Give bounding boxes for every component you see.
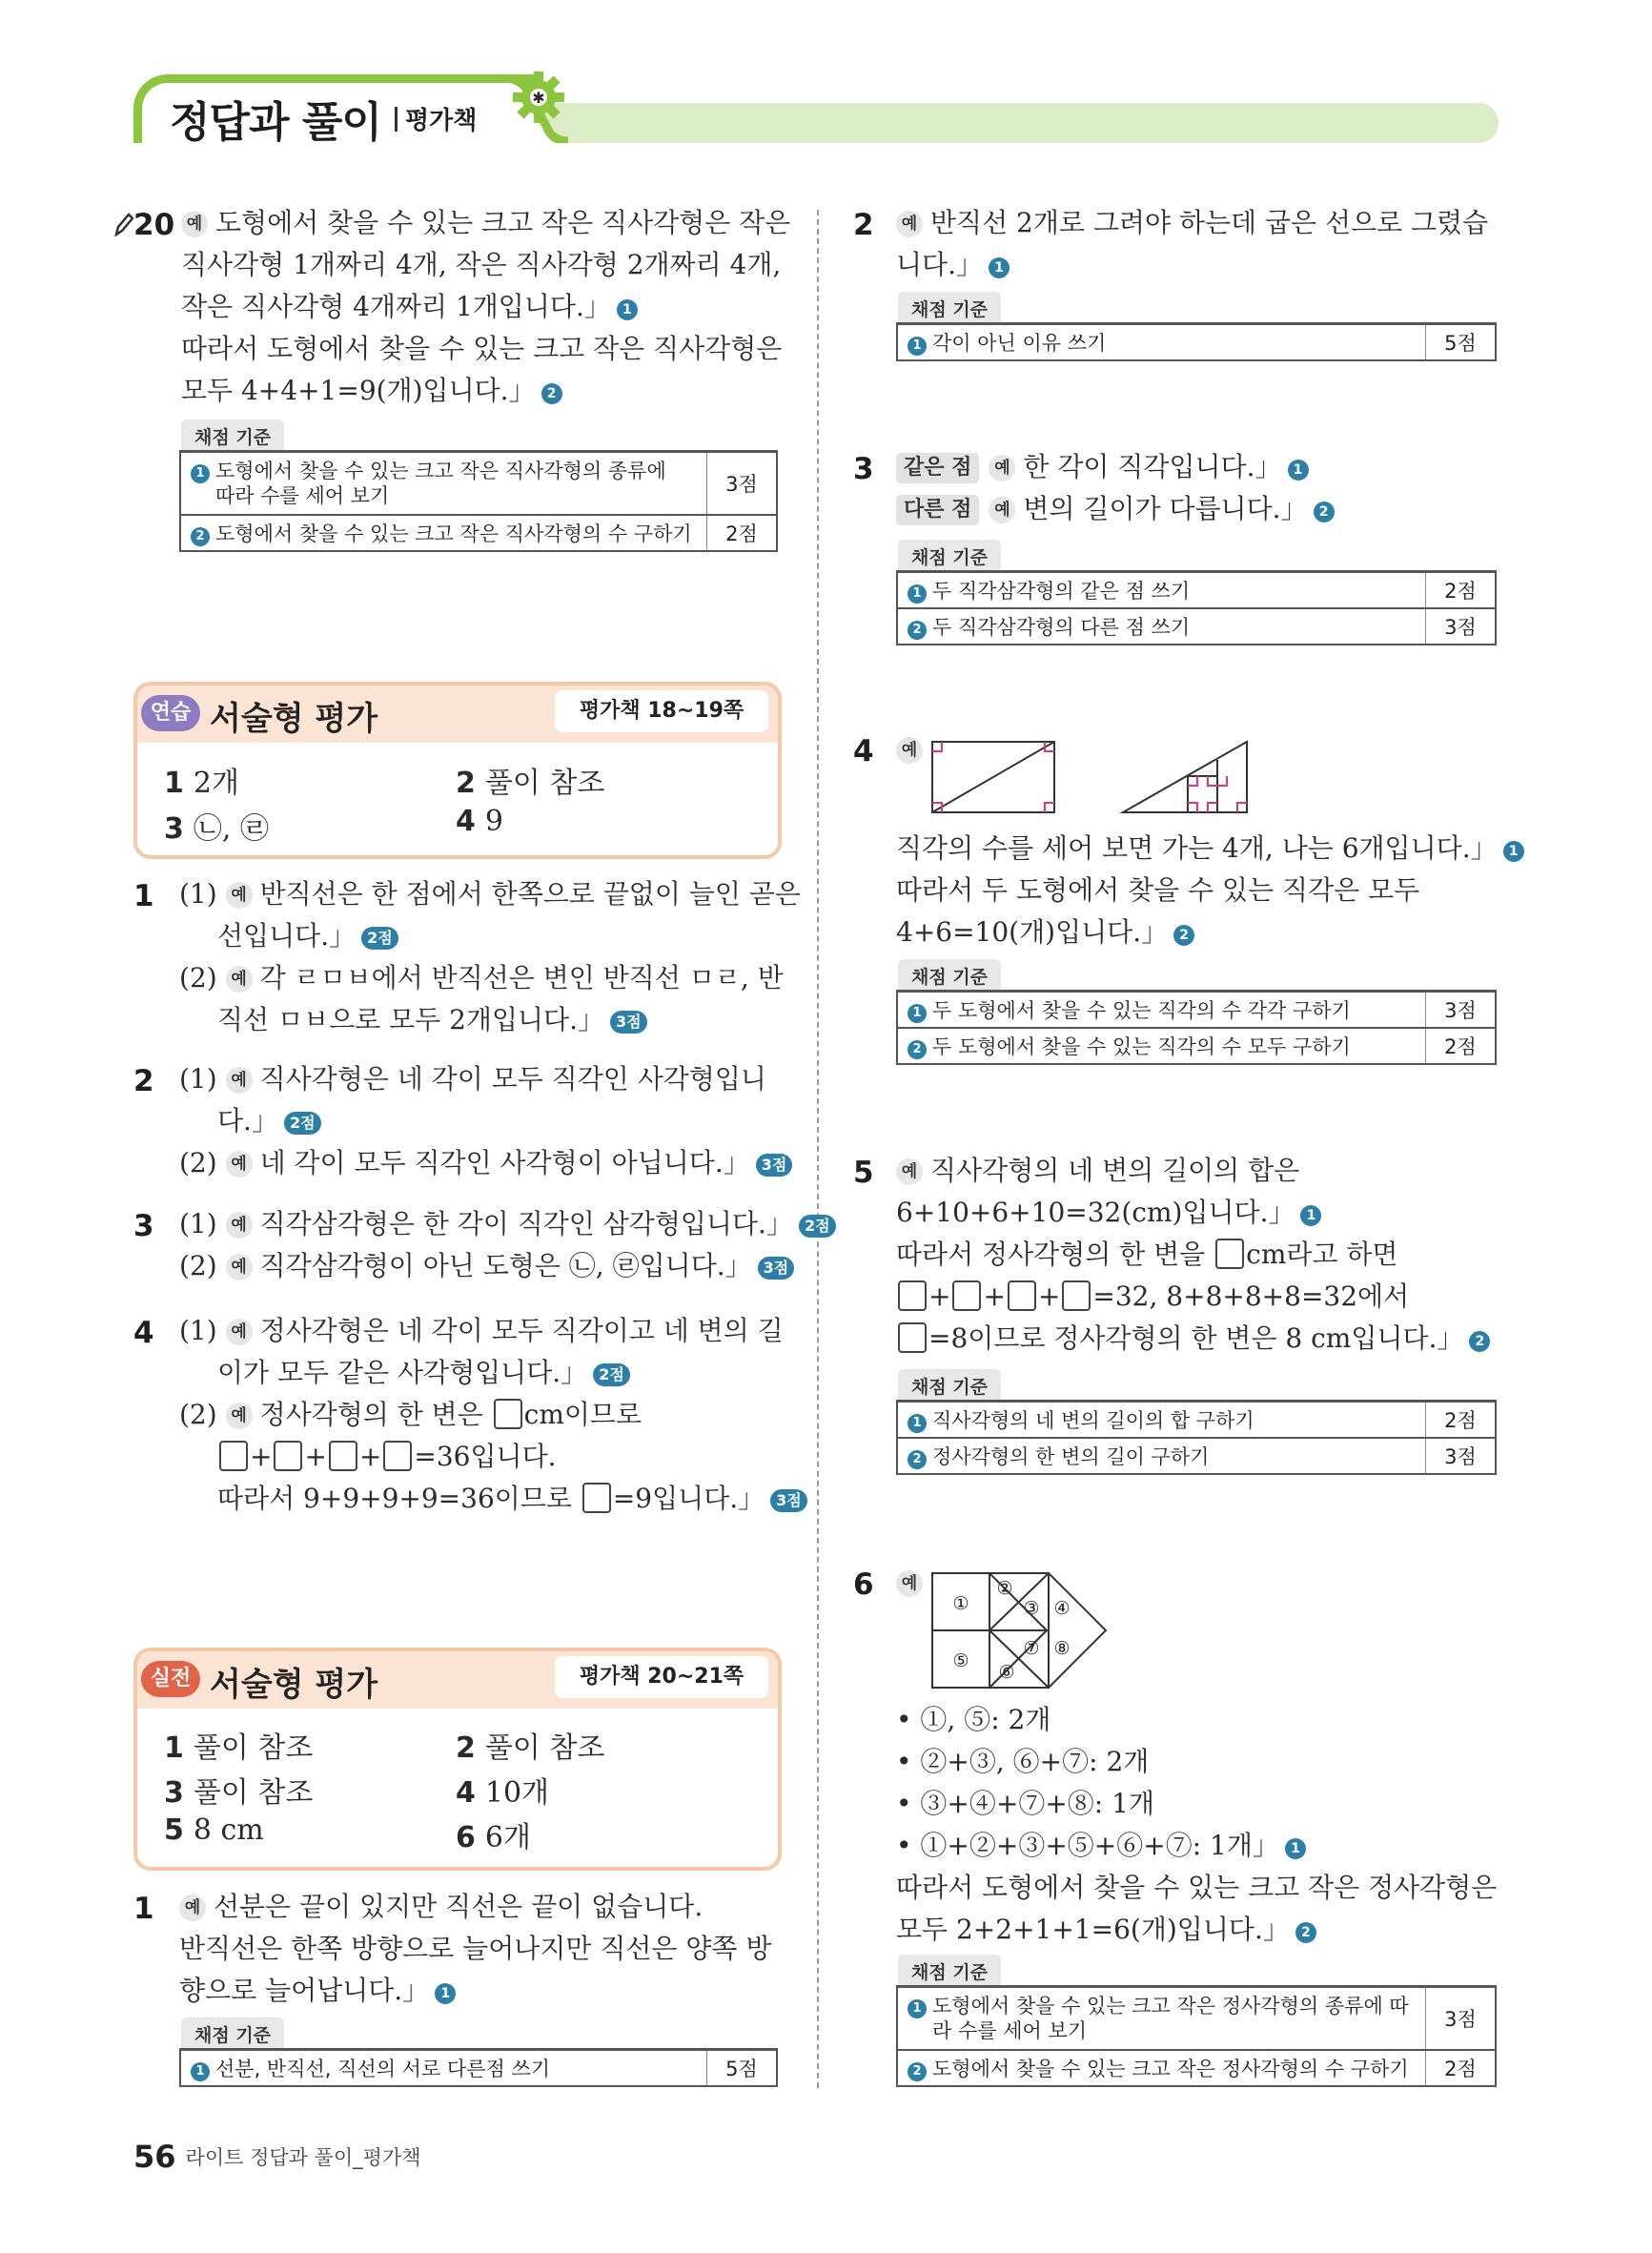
square-figure [928, 1569, 1110, 1691]
answer-line: =8이므로 정사각형의 한 변은 8 cm입니다.」 2 [896, 1318, 1490, 1360]
question-number: 1 [133, 1892, 154, 1926]
points-badge: 2점 [361, 927, 398, 950]
quick-answer: 1 풀이 참조 [164, 1731, 314, 1765]
answer-line: 직선 ㅁㅂ으로 모두 2개입니다.」 3점 [217, 999, 647, 1041]
criteria-tag: 채점 기준 [898, 1955, 1001, 1988]
quick-answer: 1 2개 [164, 767, 239, 800]
answer-line: 따라서 정사각형의 한 변을 cm라고 하면 [896, 1239, 1398, 1270]
criteria-tag: 채점 기준 [898, 540, 1001, 573]
quick-answer: 4 10개 [456, 1776, 550, 1810]
question-number: 6 [853, 1567, 874, 1602]
answer-line: 직사각형 1개짜리 4개, 작은 직사각형 2개짜리 4개, [181, 249, 782, 280]
section-page-ref: 평가책 18~19쪽 [555, 690, 768, 732]
page-number: 56 [133, 2139, 176, 2175]
question-number: 5 [853, 1156, 874, 1190]
question-number: 3 [853, 452, 874, 486]
quick-answer: 3 ㉡, ㉣ [164, 812, 269, 846]
pencil-icon [112, 212, 133, 236]
answer-line: + + + =36입니다. [217, 1436, 557, 1478]
answer-line: 예 [896, 1562, 930, 1604]
answer-line: (2) 예 직각삼각형이 아닌 도형은 ㉡, ㉣입니다.」 3점 [179, 1245, 794, 1287]
answer-line: 다.」 2점 [217, 1100, 321, 1142]
page-footer [133, 2139, 421, 2175]
quick-answer: 3 풀이 참조 [164, 1776, 314, 1810]
figure-label: ⑤ [952, 1650, 969, 1671]
bullet-line: • ③+④+⑦+⑧: 1개 [896, 1788, 1155, 1819]
criteria-tag: 채점 기준 [898, 1369, 1001, 1403]
figure-label: ⑦ [1023, 1638, 1040, 1659]
quick-answer: 2 풀이 참조 [456, 767, 605, 800]
question-number: 4 [853, 734, 874, 768]
quick-answer: 5 8 cm [164, 1813, 264, 1847]
criteria-tag: 채점 기준 [898, 292, 1001, 325]
test-badge: 실전 [141, 1661, 200, 1697]
page-subtitle: 평가책 [405, 107, 478, 135]
answer-line: (2) 예 네 각이 모두 직각인 사각형이 아닙니다.」 3점 [179, 1142, 792, 1184]
points-badge: 2점 [284, 1112, 321, 1135]
figure-label: ② [996, 1578, 1013, 1599]
answer-line: (1) 예 직각삼각형은 한 각이 직각인 삼각형입니다.」 2점 [179, 1203, 836, 1245]
criteria-tag: 채점 기준 [898, 959, 1001, 993]
answer-line: 예 직사각형의 네 변의 길이의 합은 [896, 1150, 1299, 1192]
step-badge: 1 [435, 1983, 456, 2004]
criteria-tag: 채점 기준 [181, 2017, 284, 2051]
step-badge: 2 [1295, 1922, 1316, 1943]
answer-line: (2) 예 정사각형의 한 변은 cm이므로 [179, 1399, 642, 1430]
criteria-table: 1 도형에서 찾을 수 있는 크고 작은 정사각형의 종류에 따 라 수를 세어 보기 3점 2 도형에서 찾을 수 있는 크고 작은 정사각형의 수 구하기 2점 [896, 1985, 1497, 2087]
answer-line: 다른 점 예 변의 길이가 다릅니다.」 2 [896, 488, 1335, 530]
section-title: 서술형 평가 [210, 1666, 378, 1704]
answer-line: 모두 4+4+1=9(개)입니다.」 2 [181, 370, 562, 412]
step-badge: 1 [1300, 1205, 1321, 1226]
answer-line: 같은 점 예 한 각이 직각입니다.」 1 [896, 446, 1309, 488]
question-number: 4 [133, 1316, 154, 1350]
section-page-ref: 평가책 20~21쪽 [555, 1656, 768, 1698]
question-number: 1 [133, 879, 154, 913]
points-badge: 2점 [593, 1363, 630, 1386]
step-badge: 1 [617, 299, 638, 320]
criteria-table: 1 도형에서 찾을 수 있는 크고 작은 직사각형의 종류에 따라 수를 세어 보기 3점 2 도형에서 찾을 수 있는 크고 작은 직사각형의 수 구하기 2점 [179, 450, 778, 552]
figure-label: ④ [1053, 1598, 1071, 1619]
answer-line: 따라서 도형에서 찾을 수 있는 크고 작은 직사각형은 [181, 333, 783, 364]
quick-answer: 4 9 [456, 805, 503, 838]
figure-label: ⑥ [998, 1662, 1015, 1683]
svg-text:✱: ✱ [532, 89, 545, 107]
answer-line: 6+10+6+10=32(cm)입니다.」 1 [896, 1192, 1321, 1234]
answer-line: 따라서 두 도형에서 찾을 수 있는 직각은 모두 [896, 874, 1420, 906]
answer-line: 향으로 늘어납니다.」 1 [179, 1970, 456, 2012]
answer-line: 예 반직선 2개로 그려야 하는데 굽은 선으로 그렸습 [896, 202, 1488, 244]
question-number: 20 [133, 208, 175, 242]
step-badge: 2 [1173, 925, 1194, 946]
answer-line: 니다.」 1 [896, 244, 1010, 286]
bullet-line: • ①+②+③+⑤+⑥+⑦: 1개」 1 [896, 1825, 1306, 1867]
bullet-line: • ①, ⑤: 2개 [896, 1704, 1051, 1735]
practice-badge: 연습 [141, 695, 200, 731]
quick-answer: 6 6개 [456, 1821, 531, 1854]
footer-text: 라이트 정답과 풀이_평가책 [185, 2146, 421, 2169]
answer-line: 예 [896, 728, 930, 770]
step-badge: 1 [1503, 841, 1524, 862]
answer-line: 4+6=10(개)입니다.」 2 [896, 911, 1194, 953]
step-badge: 2 [1314, 502, 1335, 522]
bullet-line: • ②+③, ⑥+⑦: 2개 [896, 1746, 1150, 1777]
answer-line: 따라서 도형에서 찾을 수 있는 크고 작은 정사각형은 [896, 1872, 1498, 1903]
column-divider [817, 210, 819, 2088]
step-badge: 2 [541, 383, 562, 404]
points-badge: 3점 [758, 1257, 795, 1280]
answer-line: 모두 2+2+1+1=6(개)입니다.」 2 [896, 1909, 1316, 1951]
answer-line: (2) 예 각 ㄹㅁㅂ에서 반직선은 변인 반직선 ㅁㄹ, 반 [179, 962, 784, 993]
answer-line: (1) 예 반직선은 한 점에서 한쪽으로 끝없이 늘인 곧은 [179, 878, 801, 910]
gear-icon [510, 69, 567, 126]
criteria-table: 1 각이 아닌 이유 쓰기 5점 [896, 322, 1497, 361]
figure-label: ① [952, 1593, 969, 1614]
answer-line: 작은 직사각형 4개짜리 1개입니다.」 1 [181, 286, 638, 328]
answer-line: 반직선은 한쪽 방향으로 늘어나지만 직선은 양쪽 방 [179, 1933, 772, 1964]
criteria-table: 1 두 직각삼각형의 같은 점 쓰기 2점 2 두 직각삼각형의 다른 점 쓰기 3점 [896, 570, 1497, 645]
answer-line: 이가 모두 같은 사각형입니다.」 2점 [217, 1352, 630, 1394]
answer-line: 예 도형에서 찾을 수 있는 크고 작은 직사각형은 작은 [181, 202, 790, 244]
criteria-table: 1 두 도형에서 찾을 수 있는 직각의 수 각각 구하기 3점 2 두 도형에서 찾을 수 있는 직각의 수 모두 구하기 2점 [896, 990, 1497, 1065]
question-number: 2 [133, 1064, 154, 1098]
criteria-tag: 채점 기준 [181, 420, 284, 453]
step-badge: 1 [989, 257, 1010, 278]
points-badge: 3점 [756, 1154, 793, 1177]
step-badge: 1 [1285, 1838, 1306, 1859]
page-title: 정답과 풀이 [170, 98, 381, 147]
step-badge: 1 [1288, 460, 1309, 481]
answer-line: + + + =32, 8+8+8+8=32에서 [896, 1276, 1409, 1318]
criteria-table: 1 직사각형의 네 변의 길이의 합 구하기 2점 2 정사각형의 한 변의 길이 구하기 3점 [896, 1400, 1497, 1475]
answer-line: 따라서 9+9+9+9=36이므로 =9입니다.」 3점 [217, 1478, 807, 1520]
criteria-table: 1 선분, 반직선, 직선의 서로 다른점 쓰기 5점 [179, 2048, 778, 2087]
question-number: 3 [133, 1209, 154, 1243]
title-separator [395, 107, 398, 132]
points-badge: 2점 [799, 1215, 836, 1238]
right-angle-figures [927, 734, 1270, 820]
step-badge: 2 [1469, 1331, 1490, 1352]
answer-line: (1) 예 직사각형은 네 각이 모두 직각인 사각형입니 [179, 1063, 766, 1095]
section-title: 서술형 평가 [210, 700, 378, 738]
answer-line: 선입니다.」 2점 [217, 915, 398, 957]
quick-answer: 2 풀이 참조 [456, 1731, 605, 1765]
answer-line: (1) 예 정사각형은 네 각이 모두 직각이고 네 변의 길 [179, 1315, 784, 1346]
question-number: 2 [853, 208, 874, 242]
points-badge: 3점 [610, 1011, 647, 1034]
answer-line: 직각의 수를 세어 보면 가는 4개, 나는 6개입니다.」 1 [896, 828, 1524, 870]
figure-label: ⑧ [1053, 1638, 1071, 1659]
figure-label: ③ [1023, 1598, 1040, 1619]
points-badge: 3점 [770, 1489, 807, 1512]
answer-line: 예 선분은 끝이 있지만 직선은 끝이 없습니다. [179, 1886, 703, 1928]
